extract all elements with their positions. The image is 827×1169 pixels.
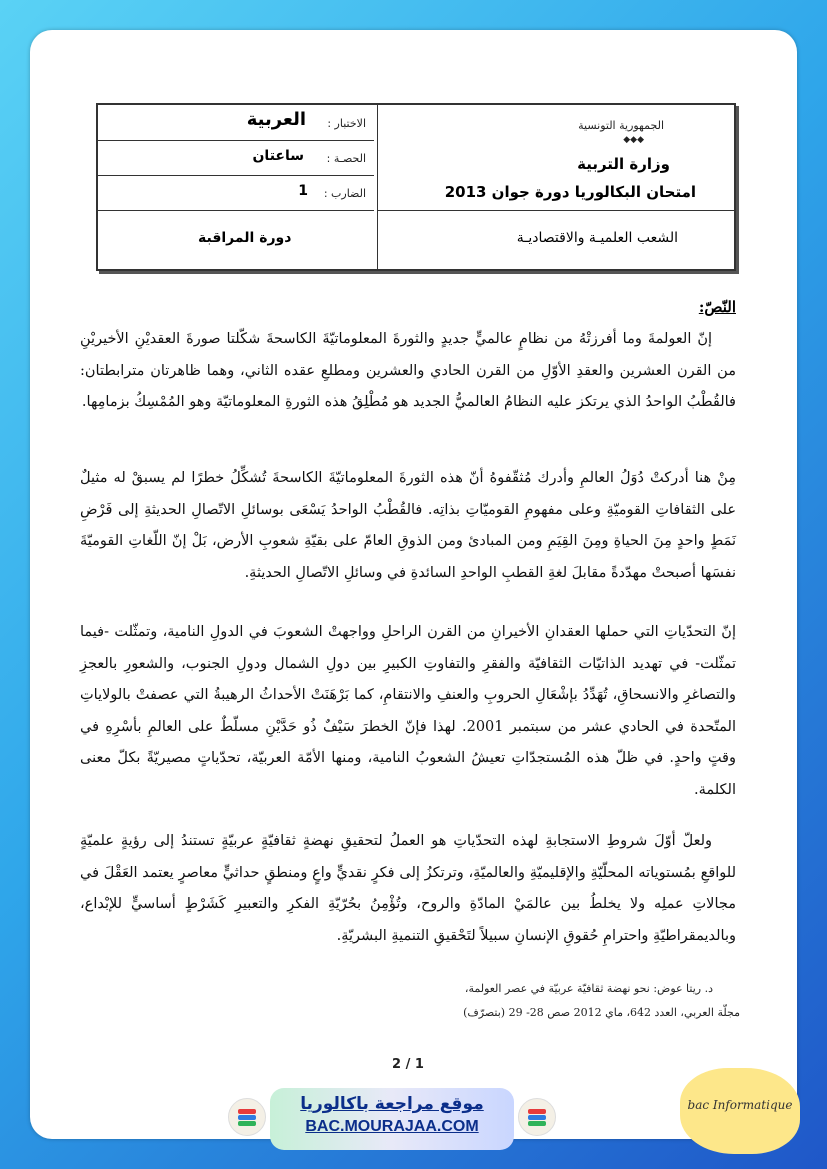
banner-url[interactable]: BAC.MOURAJAA.COM (305, 1118, 479, 1135)
badge-text: bac Informatique (687, 1098, 793, 1112)
branches-cell (378, 210, 734, 269)
duration-value: ساعتان (252, 148, 304, 164)
ministry-cell (378, 105, 734, 211)
ornament: ◆◆◆ (623, 135, 644, 145)
exam-header-table (96, 103, 736, 271)
coefficient-label: الضارب : (323, 187, 366, 200)
site-logo-right-icon (518, 1098, 556, 1136)
page-number: 2 / 1 (392, 1057, 424, 1072)
paragraph-3: إنّ التحدّياتِ التي حملها العقدانِ الأخيرانِ من القرن الراحلِ وواجهتْ الشعوبَ في الدولِ النامية، وتمثّلت -فيما تمثّلت- في تهديد الذاتيّات الثقافيّة والفقرِ والتفاوتِ الكبيرِ بين دولِ الشمال ودولِ الجنوب، والشعورِ بالعجزِ والتصاغرِ والانسحاقِ، تُهَدِّدُ بإشْعَالِ الحروبِ والعنفِ والانتقامِ، كما بَرْهَنَتْ الأحداثُ الرهيبةُ التي عصفتْ بالولاياتِ المتّحدة في الحادي عشر من سبتمبر 2001. لهذا فإنّ الخطرَ سَيْفٌ ذُو حَدَّيْنِ مسلّطٌ على العالمِ بأسْرِهِ في وقتٍ واحدٍ. في ظلّ هذه المُستجدّاتِ تعيشُ الشعوبُ النامية، ومنها الأمّة العربيّة، تحدّياتٍ مصيريّةً بكلّ معنى الكلمة. (80, 624, 737, 798)
duration-row (98, 140, 374, 176)
paragraph-2: مِنْ هنا أدركتْ دُوَلُ العالمِ وأدرك مُثقّفوهُ أنّ هذه الثورةَ المعلوماتيّةَ الكاسحةَ تُشكِّلُ خطرًا لم يسبقْ له مثيلٌ على الثقافاتِ القوميّةِ وعلى مفهومِ القوميّاتِ بذاتِه. فالقُطْبُ الواحدُ يَسْعَى بوسائلِ الاتّصالِ الحديثةِ إلى فَرْضِ نَمَطٍ واحدٍ مِنَ الحياةِ ومِنَ القِيَمِ ومن المبادئ ومن الذوقِ العامّ على بقيّةِ شعوبِ الأرض، بَلْ إنّ اللّغاتِ القوميّةَ نفسَها أصبحتْ مهدّدةً مقابلَ لغةِ القطبِ الواحدِ السائدةِ في وسائلِ الاتّصالِ الحديثةِ. (80, 470, 736, 581)
reference-author: د. ريتا عوض: نحو نهضة ثقافيّة عربيّة في عصر العولمة، (464, 982, 713, 995)
site-logo-left-icon (228, 1098, 266, 1136)
branches-label: الشعب العلميـة والاقتصاديـة (516, 230, 678, 246)
session-label: دورة المراقبة (198, 230, 292, 246)
coefficient-value: 1 (298, 183, 308, 199)
paragraph-1: إنّ العولمةَ وما أفرزتْهُ من نظامٍ عالميٍّ جديدٍ والثورةَ المعلوماتيّةَ الكاسحةَ شكّلتا صورةَ العقديْنِ الأخيريْنِ من القرن العشرين والعقدِ الأوّلِ من القرن الحادي والعشرين ومطلعِ عقده الثاني، وهما ظاهرتان مترابطتان: فالقُطْبُ الواحدُ الذي يرتكز عليه النظامُ العالميُّ الجديد هو مُطْلِقُ هذه الثورةِ المعلوماتيّة وهو المُمْسِكُ بزمامِها. (80, 331, 736, 410)
ministry-label: وزارة التربية (577, 155, 670, 173)
subject-value: العربية (246, 109, 306, 130)
site-banner[interactable] (270, 1088, 514, 1150)
reference-source: مجلّة العربي، العدد 642، ماي 2012 صص 28- 29 (بتصرّف) (463, 1006, 740, 1019)
paragraph-4: ولعلّ أوّلَ شروطِ الاستجابةِ لهذه التحدّياتِ هو العملُ لتحقيقِ نهضةٍ ثقافيّةٍ عربيّةٍ تستندُ إلى رؤيةٍ علميّةٍ للواقعِ بمُستوياته المحلّيّةِ والإقليميّةِ والعالميّةِ، وترتكزُ إلى فكرٍ نقديٍّ واعٍ ومنطقٍ حداثيٍّ معاصرٍ يعتمد العَقْلَ في مجالاتِ عملِه ولا يخلطُ بين عالمَيْ المادّةِ والروح، وتُؤْمِنُ بحُرّيّةِ الفكرِ والتعبيرِ كَشَرْطٍ أساسيٍّ للإبْداع، وبالديمقراطيّةِ واحترامِ حُقوقِ الإنسانِ سبيلاً لتَحْقيقِ التنميةِ البشريّةِ. (80, 833, 736, 944)
coefficient-row (98, 175, 374, 211)
subject-row (98, 105, 374, 141)
bac-informatique-badge (680, 1068, 800, 1154)
banner-arabic-title[interactable]: موقع مراجعة باكالوريا (300, 1094, 484, 1114)
text-section-label: النّصّ: (698, 298, 736, 316)
session-row (98, 210, 374, 269)
header-left-column (98, 105, 374, 269)
republic-label: الجمهورية التونسية (578, 119, 664, 132)
header-right-column (377, 105, 734, 269)
duration-label: الحصـة : (326, 152, 366, 165)
subject-label: الاختبار : (327, 117, 366, 130)
exam-title: امتحان البكالوريا دورة جوان 2013 (444, 183, 696, 201)
